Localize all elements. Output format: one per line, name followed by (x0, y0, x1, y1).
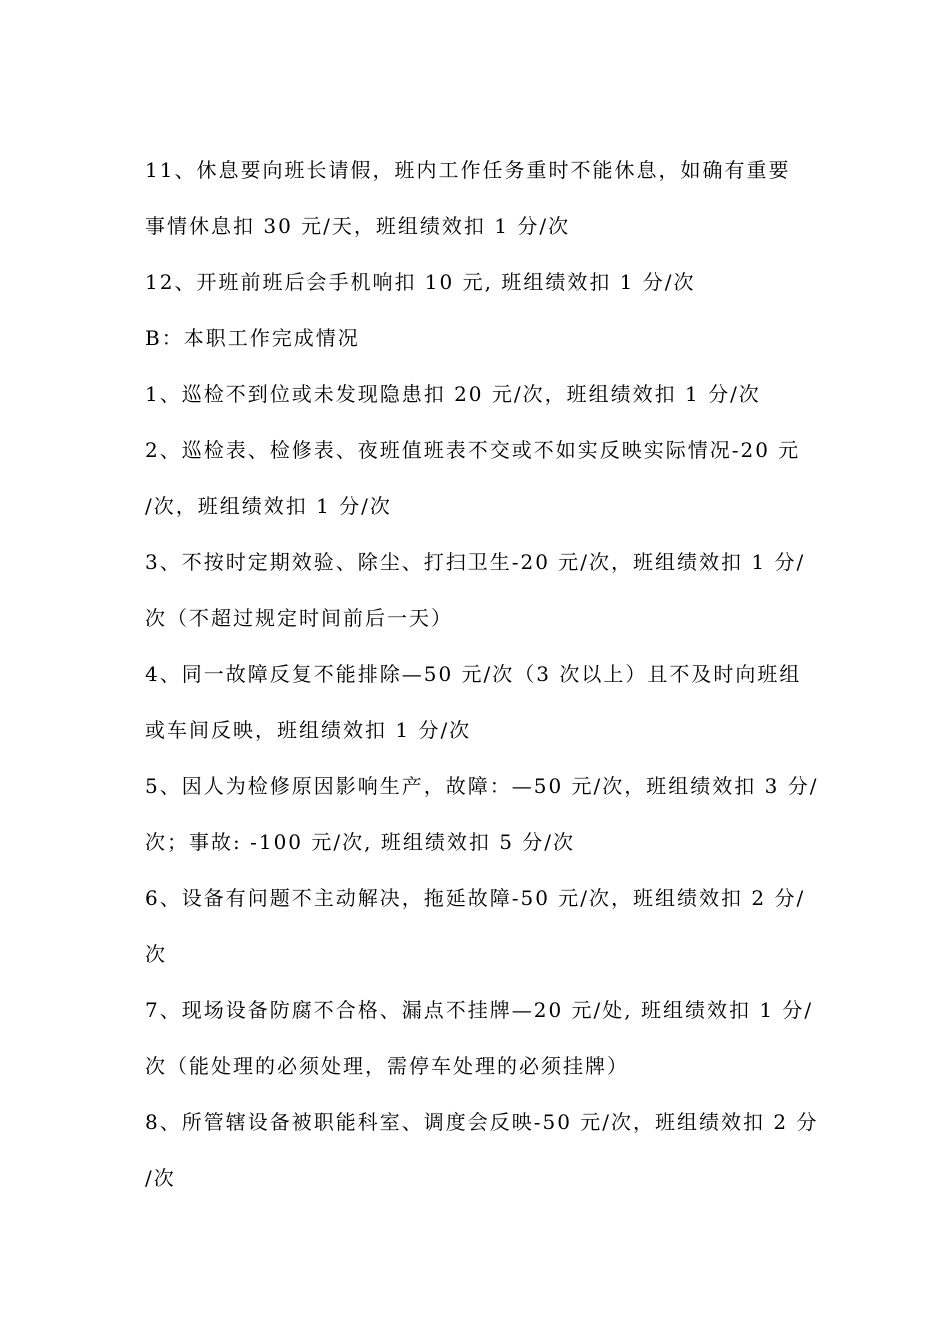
text-line: 次 (145, 942, 167, 966)
text-line: 次（不超过规定时间前后一天） (145, 606, 453, 630)
text-line: 2、巡检表、检修表、夜班值班表不交或不如实反映实际情况-20 元 (145, 438, 801, 462)
text-line: 6、设备有问题不主动解决，拖延故障-50 元/次，班组绩效扣 2 分/ (145, 886, 806, 910)
text-line: 次（能处理的必须处理，需停车处理的必须挂牌） (145, 1054, 629, 1078)
text-line: 7、现场设备防腐不合格、漏点不挂牌—20 元/处, 班组绩效扣 1 分/ (145, 998, 814, 1022)
text-line: 11、休息要向班长请假，班内工作任务重时不能休息，如确有重要 (145, 158, 791, 182)
text-line: 3、不按时定期效验、除尘、打扫卫生-20 元/次，班组绩效扣 1 分/ (145, 550, 806, 574)
text-line: 4、同一故障反复不能排除—50 元/次（3 次以上）且不及时向班组 (145, 662, 802, 686)
document-body (145, 142, 819, 1206)
text-line: /次 (145, 1166, 176, 1190)
section-heading: B：本职工作完成情况 (145, 326, 360, 350)
text-line: 12、开班前班后会手机响扣 10 元, 班组绩效扣 1 分/次 (145, 270, 696, 294)
text-line: 次；事故: -100 元/次, 班组绩效扣 5 分/次 (145, 830, 576, 854)
text-line: 1、巡检不到位或未发现隐患扣 20 元/次，班组绩效扣 1 分/次 (145, 382, 761, 406)
text-line: 8、所管辖设备被职能科室、调度会反映-50 元/次，班组绩效扣 2 分 (145, 1110, 819, 1134)
text-line: 5、因人为检修原因影响生产，故障：—50 元/次，班组绩效扣 3 分/ (145, 774, 819, 798)
text-line: /次，班组绩效扣 1 分/次 (145, 494, 392, 518)
text-line: 事情休息扣 30 元/天，班组绩效扣 1 分/次 (145, 214, 571, 238)
text-line: 或车间反映，班组绩效扣 1 分/次 (145, 718, 472, 742)
